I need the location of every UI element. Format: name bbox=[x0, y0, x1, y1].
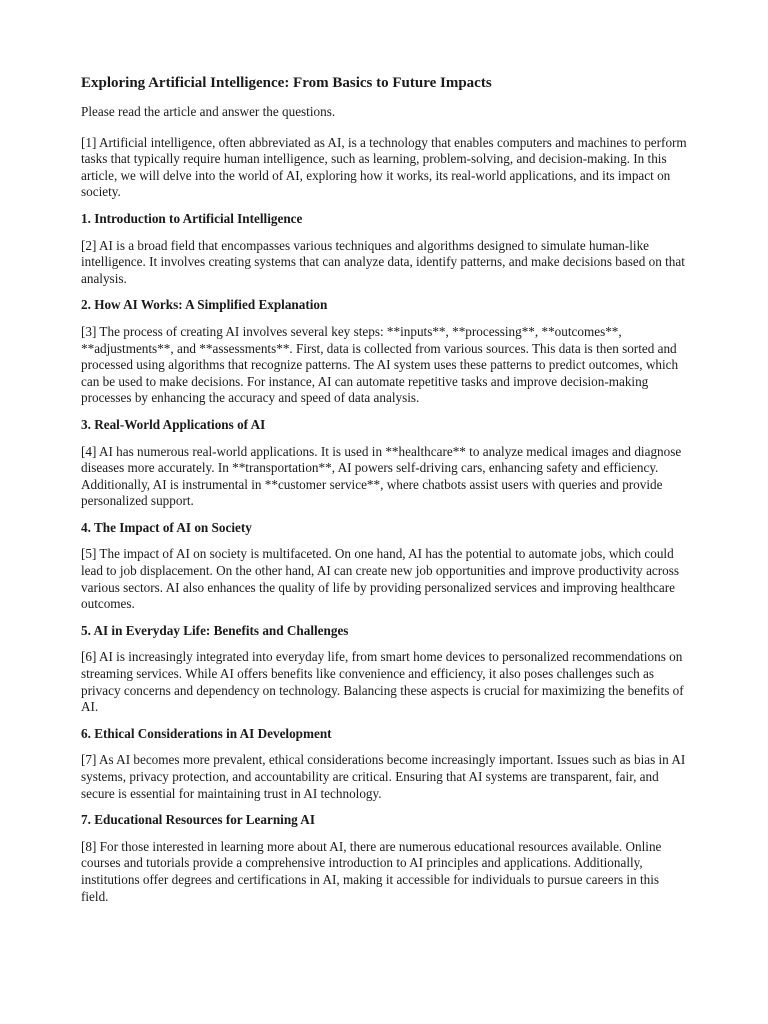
section-heading: 2. How AI Works: A Simplified Explanation bbox=[81, 297, 328, 313]
section-7 bbox=[81, 812, 688, 905]
section-paragraph: [3] The process of creating AI involves several key steps: **inputs**, **processing**, **outcomes**, **adjustments**, and **assessments**. First, data is collected from various sources. This data is then sorted and processed using algorithms that recognize patterns. The AI system uses these patterns to predict outcomes, which can be used to make decisions. For instance, AI can automate repetitive tasks and improve decision-making processes by enhancing the accuracy and speed of data analysis. bbox=[81, 323, 679, 406]
section-paragraph: [7] As AI becomes more prevalent, ethical considerations become increasingly important. Issues such as bias in AI systems, privacy protection, and accountability are critical. Ensuring that AI systems are transparent, fair, and secure is essential for maintaining trust in AI technology. bbox=[81, 752, 686, 801]
section-paragraph: [4] AI has numerous real-world applications. It is used in **healthcare** to analyze medical images and diagnose diseases more accurately. In **transportation**, AI powers self-driving cars, enhancing safety and efficiency. Additionally, AI is instrumental in **customer service**, where chatbots assist users with queries and provide personalized support. bbox=[81, 443, 682, 509]
section-paragraph: [5] The impact of AI on society is multifaceted. On one hand, AI has the potential to automate jobs, which could lead to job displacement. On the other hand, AI can create new job opportunities and improve productivity across various sectors. AI also enhances the quality of life by providing personalized services and improving healthcare outcomes. bbox=[81, 546, 680, 612]
intro-paragraph: [1] Artificial intelligence, often abbreviated as AI, is a technology that enables computers and machines to perform tasks that typically require human intelligence, such as learning, problem-solving, and decision-making. In this article, we will delve into the world of AI, exploring how it works, its real-world applications, and its impact on society. bbox=[81, 134, 687, 200]
section-6 bbox=[81, 726, 688, 802]
section-paragraph: [2] AI is a broad field that encompasses various techniques and algorithms designed to simulate human-like intelligence. It involves creating systems that can analyze data, identify patterns, and make decisions based on that analysis. bbox=[81, 237, 685, 286]
section-heading: 4. The Impact of AI on Society bbox=[81, 519, 252, 535]
instruction-text: Please read the article and answer the questions. bbox=[81, 104, 336, 119]
section-heading: 6. Ethical Considerations in AI Development bbox=[81, 725, 332, 741]
section-4 bbox=[81, 520, 688, 613]
document-title: Exploring Artificial Intelligence: From Basics to Future Impacts bbox=[81, 75, 492, 91]
section-paragraph: [8] For those interested in learning more about AI, there are numerous educational resources available. Online courses and tutorials provide a comprehensive introduction to AI principles and applications. Additionally, institutions offer degrees and certifications in AI, making it accessible for individuals to pursue careers in this field. bbox=[81, 838, 662, 904]
section-5 bbox=[81, 623, 688, 716]
section-heading: 7. Educational Resources for Learning AI bbox=[81, 812, 315, 828]
section-2 bbox=[81, 297, 688, 407]
section-1 bbox=[81, 211, 688, 287]
section-heading: 5. AI in Everyday Life: Benefits and Challenges bbox=[81, 622, 349, 638]
section-3 bbox=[81, 417, 688, 510]
section-paragraph: [6] AI is increasingly integrated into everyday life, from smart home devices to personalized recommendations on streaming services. While AI offers benefits like convenience and efficiency, it also poses challenges such as privacy concerns and dependency on technology. Balancing these aspects is crucial for maximizing the benefits of AI. bbox=[81, 649, 684, 715]
section-heading: 1. Introduction to Artificial Intelligence bbox=[81, 210, 303, 226]
section-heading: 3. Real-World Applications of AI bbox=[81, 416, 266, 432]
